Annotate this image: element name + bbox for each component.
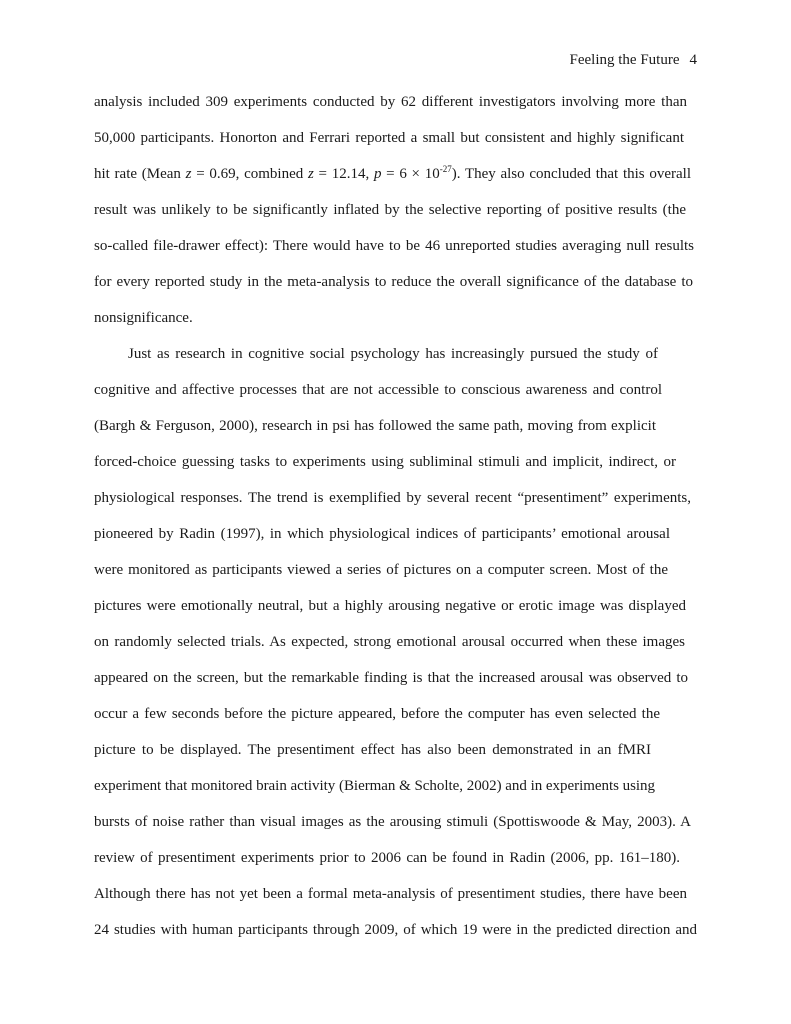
text-line: picture to be displayed. The presentiment effect has also been demonstrated in an fMRI <box>94 742 651 758</box>
text-line: pictures were emotionally neutral, but a highly arousing negative or erotic image was displayed <box>94 598 686 614</box>
text-line: 24 studies with human participants through 2009, of which 19 were in the predicted direction and <box>94 922 697 938</box>
text-line: nonsignificance. <box>94 310 193 326</box>
page-number: 4 <box>689 52 697 68</box>
text-line: 50,000 participants. Honorton and Ferrari reported a small but consistent and highly significant <box>94 130 684 146</box>
text-line: Although there has not yet been a formal meta-analysis of presentiment studies, there have been <box>94 886 687 902</box>
text-line: on randomly selected trials. As expected, strong emotional arousal occurred when these images <box>94 634 685 650</box>
running-head <box>570 52 697 69</box>
text-line: pioneered by Radin (1997), in which physiological indices of participants’ emotional arousal <box>94 526 670 542</box>
text-line: bursts of noise rather than visual images as the arousing stimuli (Spottiswoode & May, 2003). A <box>94 814 691 830</box>
paragraph-first-line: Just as research in cognitive social psychology has increasingly pursued the study of <box>128 346 658 362</box>
text-line: for every reported study in the meta-analysis to reduce the overall significance of the database to <box>94 274 693 290</box>
text-line: so-called file-drawer effect): There would have to be 46 unreported studies averaging null results <box>94 238 694 254</box>
text-line: experiment that monitored brain activity (Bierman & Scholte, 2002) and in experiments using <box>94 778 655 794</box>
text-line: (Bargh & Ferguson, 2000), research in psi has followed the same path, moving from explicit <box>94 418 656 434</box>
text-line: result was unlikely to be significantly inflated by the selective reporting of positive results (the <box>94 202 686 218</box>
text-line: appeared on the screen, but the remarkable finding is that the increased arousal was observed to <box>94 670 688 686</box>
text-line: physiological responses. The trend is exemplified by several recent “presentiment” experiments, <box>94 490 691 506</box>
text-line: hit rate (Mean z = 0.69, combined z = 12.14, $p = 6 \times 10^{-27}$). They also concluded that this overall <box>94 164 691 182</box>
text-line: occur a few seconds before the picture appeared, before the computer has even selected the <box>94 706 660 722</box>
running-title: Feeling the Future <box>569 52 680 68</box>
text-line: analysis included 309 experiments conducted by 62 different investigators involving more than <box>94 94 687 110</box>
text-line: forced-choice guessing tasks to experiments using subliminal stimuli and implicit, indirect, or <box>94 454 676 470</box>
text-line: were monitored as participants viewed a series of pictures on a computer screen. Most of the <box>94 562 668 578</box>
text-line: cognitive and affective processes that are not accessible to conscious awareness and control <box>94 382 662 398</box>
text-line: review of presentiment experiments prior to 2006 can be found in Radin (2006, pp. 161–180). <box>94 850 680 866</box>
